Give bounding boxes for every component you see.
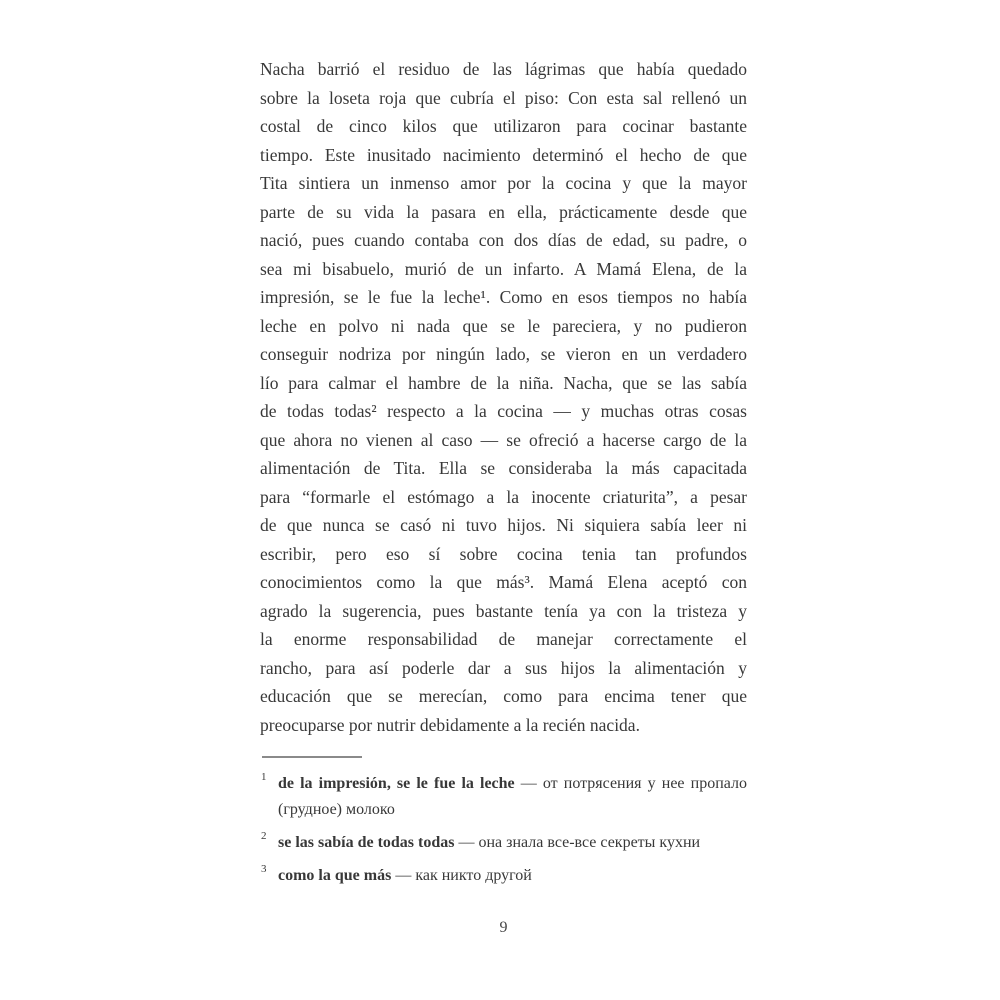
footnote-term: de la impresión, se le fue la leche (278, 775, 515, 792)
paragraph-line: impresión, se le fue la leche¹. Como en esos tiempos no había (260, 287, 747, 307)
paragraph-line: preocuparse por nutrir debidamente a la recién nacida. (260, 714, 640, 735)
paragraph-line: de que nunca se casó ni tuvo hijos. Ni siquiera sabía leer ni (260, 515, 747, 535)
paragraph-line: costal de cinco kilos que utilizaron para cocinar bastante (260, 116, 747, 136)
paragraph-line: de todas todas² respecto a la cocina — y muchas otras cosas (260, 401, 747, 421)
paragraph-line: leche en polvo ni nada que se le pareciera, y no pudieron (260, 315, 747, 336)
paragraph-line: escribir, pero eso sí sobre cocina tenia tan profundos (260, 543, 747, 564)
paragraph-line: para “formarle el estómago a la inocente criaturita”, a pesar (260, 486, 747, 507)
text-block (260, 55, 747, 937)
paragraph-line: alimentación de Tita. Ella se consideraba la más capacitada (260, 458, 747, 478)
paragraph-line: conseguir nodriza por ningún lado, se vieron en un verdadero (260, 344, 747, 364)
footnote-translation: — как никто другой (391, 867, 532, 884)
main-paragraph (260, 55, 747, 739)
paragraph-line: parte de su vida la pasara en ella, prácticamente desde que (260, 201, 747, 222)
paragraph-line: lío para calmar el hambre de la niña. Nacha, que se las sabía (260, 372, 747, 393)
paragraph-line: la enorme responsabilidad de manejar correctamente el (260, 629, 747, 649)
footnote (260, 830, 747, 856)
footnote-term: como la que más (278, 867, 392, 884)
paragraph-line: educación que se merecían, como para encima tener que (260, 686, 747, 706)
footnote (260, 771, 747, 823)
footnote-translation: — она знала все-все секреты кухни (454, 834, 701, 851)
paragraph-line: sobre la loseta roja que cubría el piso: Con esta sal rellenó un (260, 87, 747, 108)
paragraph-line: rancho, para así poderle dar a sus hijos la alimentación y (260, 657, 747, 678)
footnote-translation: — от потрясения у нее пропало (грудное) молоко (278, 775, 747, 818)
paragraph-line: tiempo. Este inusitado nacimiento determinó el hecho de que (260, 144, 747, 165)
paragraph-line: que ahora no vienen al caso — se ofreció a hacerse cargo de la (260, 429, 747, 450)
footnote-separator (262, 756, 362, 758)
paragraph-line: Tita sintiera un inmenso amor por la cocina y que la mayor (260, 173, 747, 193)
page-number: 9 (499, 919, 508, 936)
footnotes-section (260, 771, 747, 889)
paragraph-line: conocimientos como la que más³. Mamá Elena aceptó con (260, 572, 747, 592)
paragraph-line: nació, pues cuando contaba con dos días de edad, su padre, o (260, 230, 747, 250)
paragraph-line: agrado la sugerencia, pues bastante tenía ya con la tristeza y (260, 600, 747, 621)
footnote-term: se las sabía de todas todas (278, 834, 455, 851)
paragraph-line: Nacha barrió el residuo de las lágrimas que había quedado (260, 59, 747, 79)
footnote (260, 863, 747, 889)
footnote-marker: 3 (261, 863, 267, 875)
footnote-marker: 2 (261, 830, 267, 842)
footnote-marker: 1 (261, 771, 267, 783)
paragraph-line: sea mi bisabuelo, murió de un infarto. A Mamá Elena, de la (260, 258, 747, 279)
